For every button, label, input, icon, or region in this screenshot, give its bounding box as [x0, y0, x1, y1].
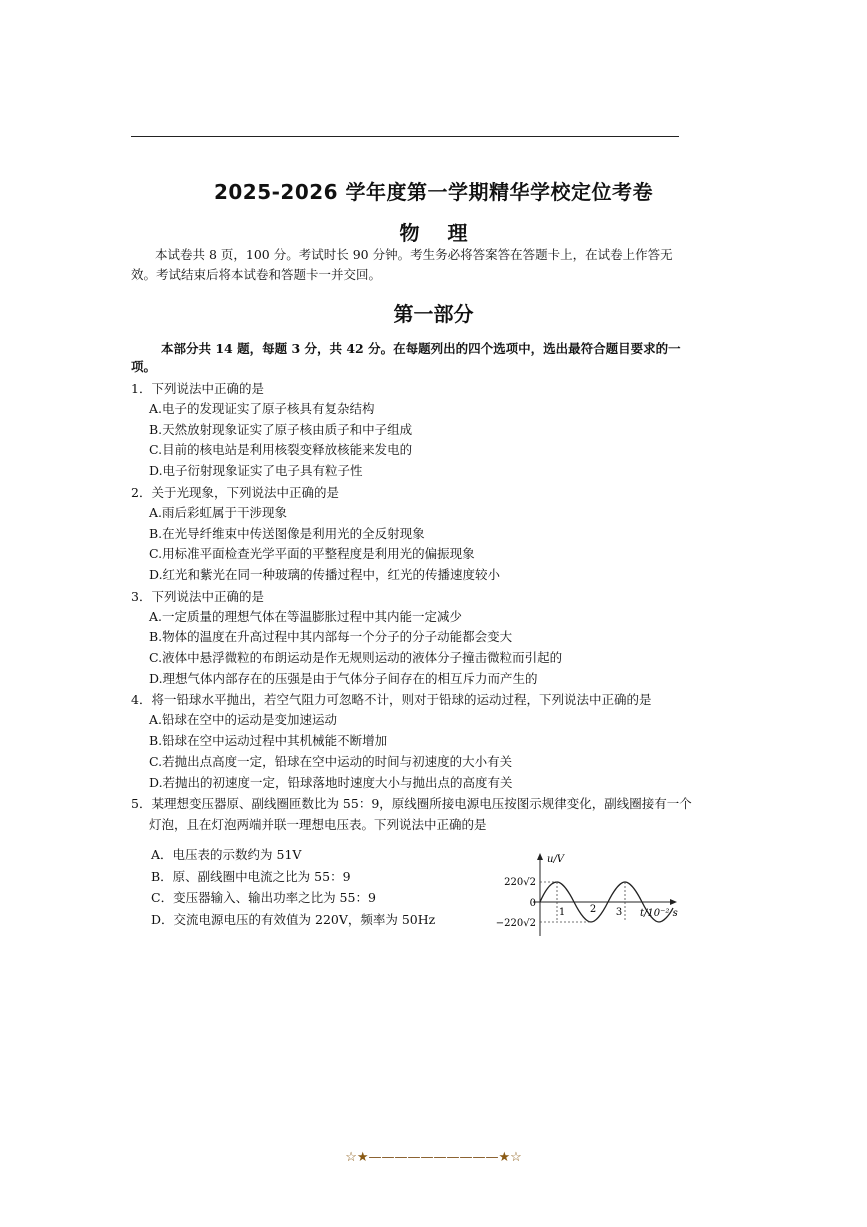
footer-stars-left: ☆★ [345, 1150, 369, 1165]
origin-label: 0 [529, 898, 536, 909]
section-title: 第一部分 [393, 302, 474, 326]
trough-label: −220√2 [495, 918, 536, 929]
option-d: D.若抛出的初速度一定，铅球落地时速度大小与抛出点的高度有关 [149, 774, 513, 790]
question-stem: 3．下列说法中正确的是 [131, 588, 264, 604]
voltage-time-graph [495, 848, 685, 938]
option-d: D.理想气体内部存在的压强是由于气体分子间存在的相互斥力而产生的 [149, 670, 538, 686]
top-rule [131, 136, 679, 137]
question-3 [131, 586, 691, 690]
option-b: B.天然放射现象证实了原子核由质子和中子组成 [149, 421, 413, 437]
u-axis-label: u/V [547, 854, 565, 865]
page-footer [0, 1150, 867, 1165]
question-stem: 4．将一铅球水平抛出，若空气阻力可忽略不计，则对于铅球的运动过程，下列说法中正确的是 [131, 692, 652, 708]
option-d: D．交流电源电压的有效值为 220V，频率为 50Hz [151, 911, 436, 927]
option-b: B.物体的温度在升高过程中其内部每一个分子的分子动能都会变大 [149, 629, 513, 645]
option-c: C.液体中悬浮微粒的布朗运动是作无规则运动的液体分子撞击微粒而引起的 [149, 650, 563, 666]
u-axis-arrow [537, 853, 543, 860]
question-stem: 2．关于光现象，下列说法中正确的是 [131, 484, 339, 500]
section-instructions: 本部分共 14 题，每题 3 分，共 42 分。在每题列出的四个选项中，选出最符合题目要求的一项。 [131, 341, 681, 374]
option-c: C.目前的核电站是利用核裂变释放核能来发电的 [149, 442, 413, 458]
exam-title: 2025-2026 学年度第一学期精华学校定位考卷 [213, 180, 654, 204]
option-c: C.若抛出点高度一定，铅球在空中运动的时间与初速度的大小有关 [149, 753, 513, 769]
footer-line: —————————— [368, 1150, 499, 1165]
option-a: A.铅球在空中的运动是变加速运动 [149, 712, 338, 728]
option-c: C.用标准平面检查光学平面的平整程度是利用光的偏振现象 [149, 546, 475, 562]
subject-title: 物理 [399, 221, 496, 245]
t-axis-label: t/10⁻² s [640, 908, 678, 919]
question-1 [131, 378, 691, 482]
option-b: B．原、副线圈中电流之比为 55：9 [151, 868, 351, 884]
tick-label-2: 2 [589, 904, 597, 915]
peak-label: 220√2 [504, 877, 536, 888]
option-b: B.铅球在空中运动过程中其机械能不断增加 [149, 733, 388, 749]
tick-label-1: 1 [558, 907, 566, 918]
question-stem: 5．某理想变压器原、副线圈匝数比为 55：9，原线圈所接电源电压按图示规律变化，副线圈接有一个灯泡，且在灯泡两端并联一理想电压表。下列说法中正确的是 [131, 796, 692, 833]
option-d: D.电子衍射现象证实了电子具有粒子性 [149, 463, 363, 479]
option-c: C．变压器输入、输出功率之比为 55：9 [151, 890, 376, 906]
option-a: A．电压表的示数约为 51V [151, 847, 302, 863]
exam-intro: 本试卷共 8 页，100 分。考试时长 90 分钟。考生务必将答案答在答题卡上，在试卷上作答无效。考试结束后将本试卷和答题卡一并交回。 [131, 247, 673, 282]
question-2 [131, 482, 691, 586]
question-4 [131, 689, 691, 793]
option-b: B.在光导纤维束中传送图像是利用光的全反射现象 [149, 525, 425, 541]
option-a: A.一定质量的理想气体在等温膨胀过程中其内能一定减少 [149, 608, 463, 624]
question-stem: 1．下列说法中正确的是 [131, 381, 264, 396]
option-a: A.电子的发现证实了原子核具有复杂结构 [149, 401, 375, 416]
option-d: D.红光和紫光在同一种玻璃的传播过程中，红光的传播速度较小 [149, 566, 501, 582]
footer-stars-right: ★☆ [498, 1150, 522, 1165]
tick-label-3: 3 [615, 907, 623, 918]
option-a: A.雨后彩虹属于干涉现象 [149, 504, 288, 520]
t-axis-arrow [670, 899, 677, 905]
voltage-graph-svg [495, 848, 685, 938]
